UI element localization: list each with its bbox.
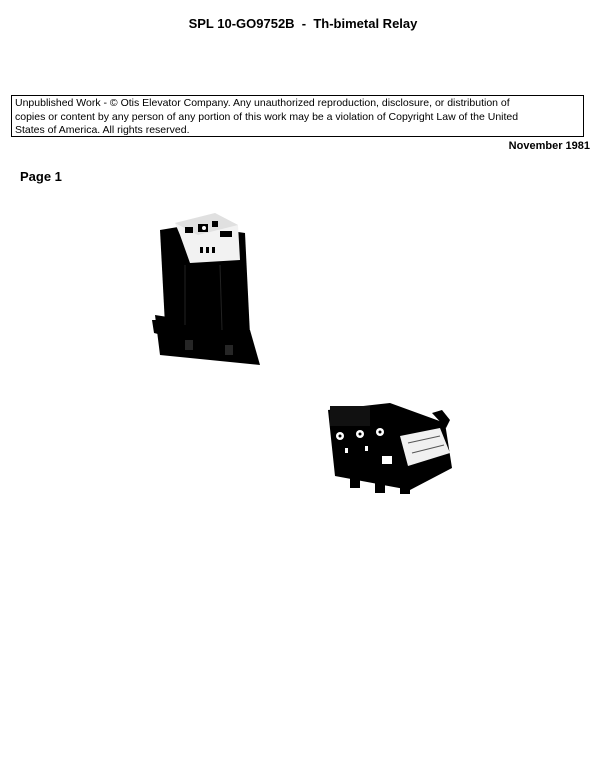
document-title: SPL 10-GO9752B - Th-bimetal Relay (188, 16, 418, 31)
document-date: November 1981 (508, 140, 590, 152)
copyright-notice (11, 95, 584, 137)
relay-photo-side (320, 398, 460, 498)
copyright-line-3: States of America. All rights reserved. (15, 124, 190, 136)
page-label: Page 1 (20, 169, 62, 184)
copyright-line-2: copies or content by any person of any portion of this work may be a violation of Copyright Law of the United (15, 110, 519, 123)
relay-photo-front (150, 205, 270, 375)
copyright-line-1: Unpublished Work - © Otis Elevator Company. Any unauthorized reproduction, disclosure, or distribution of (15, 97, 510, 109)
